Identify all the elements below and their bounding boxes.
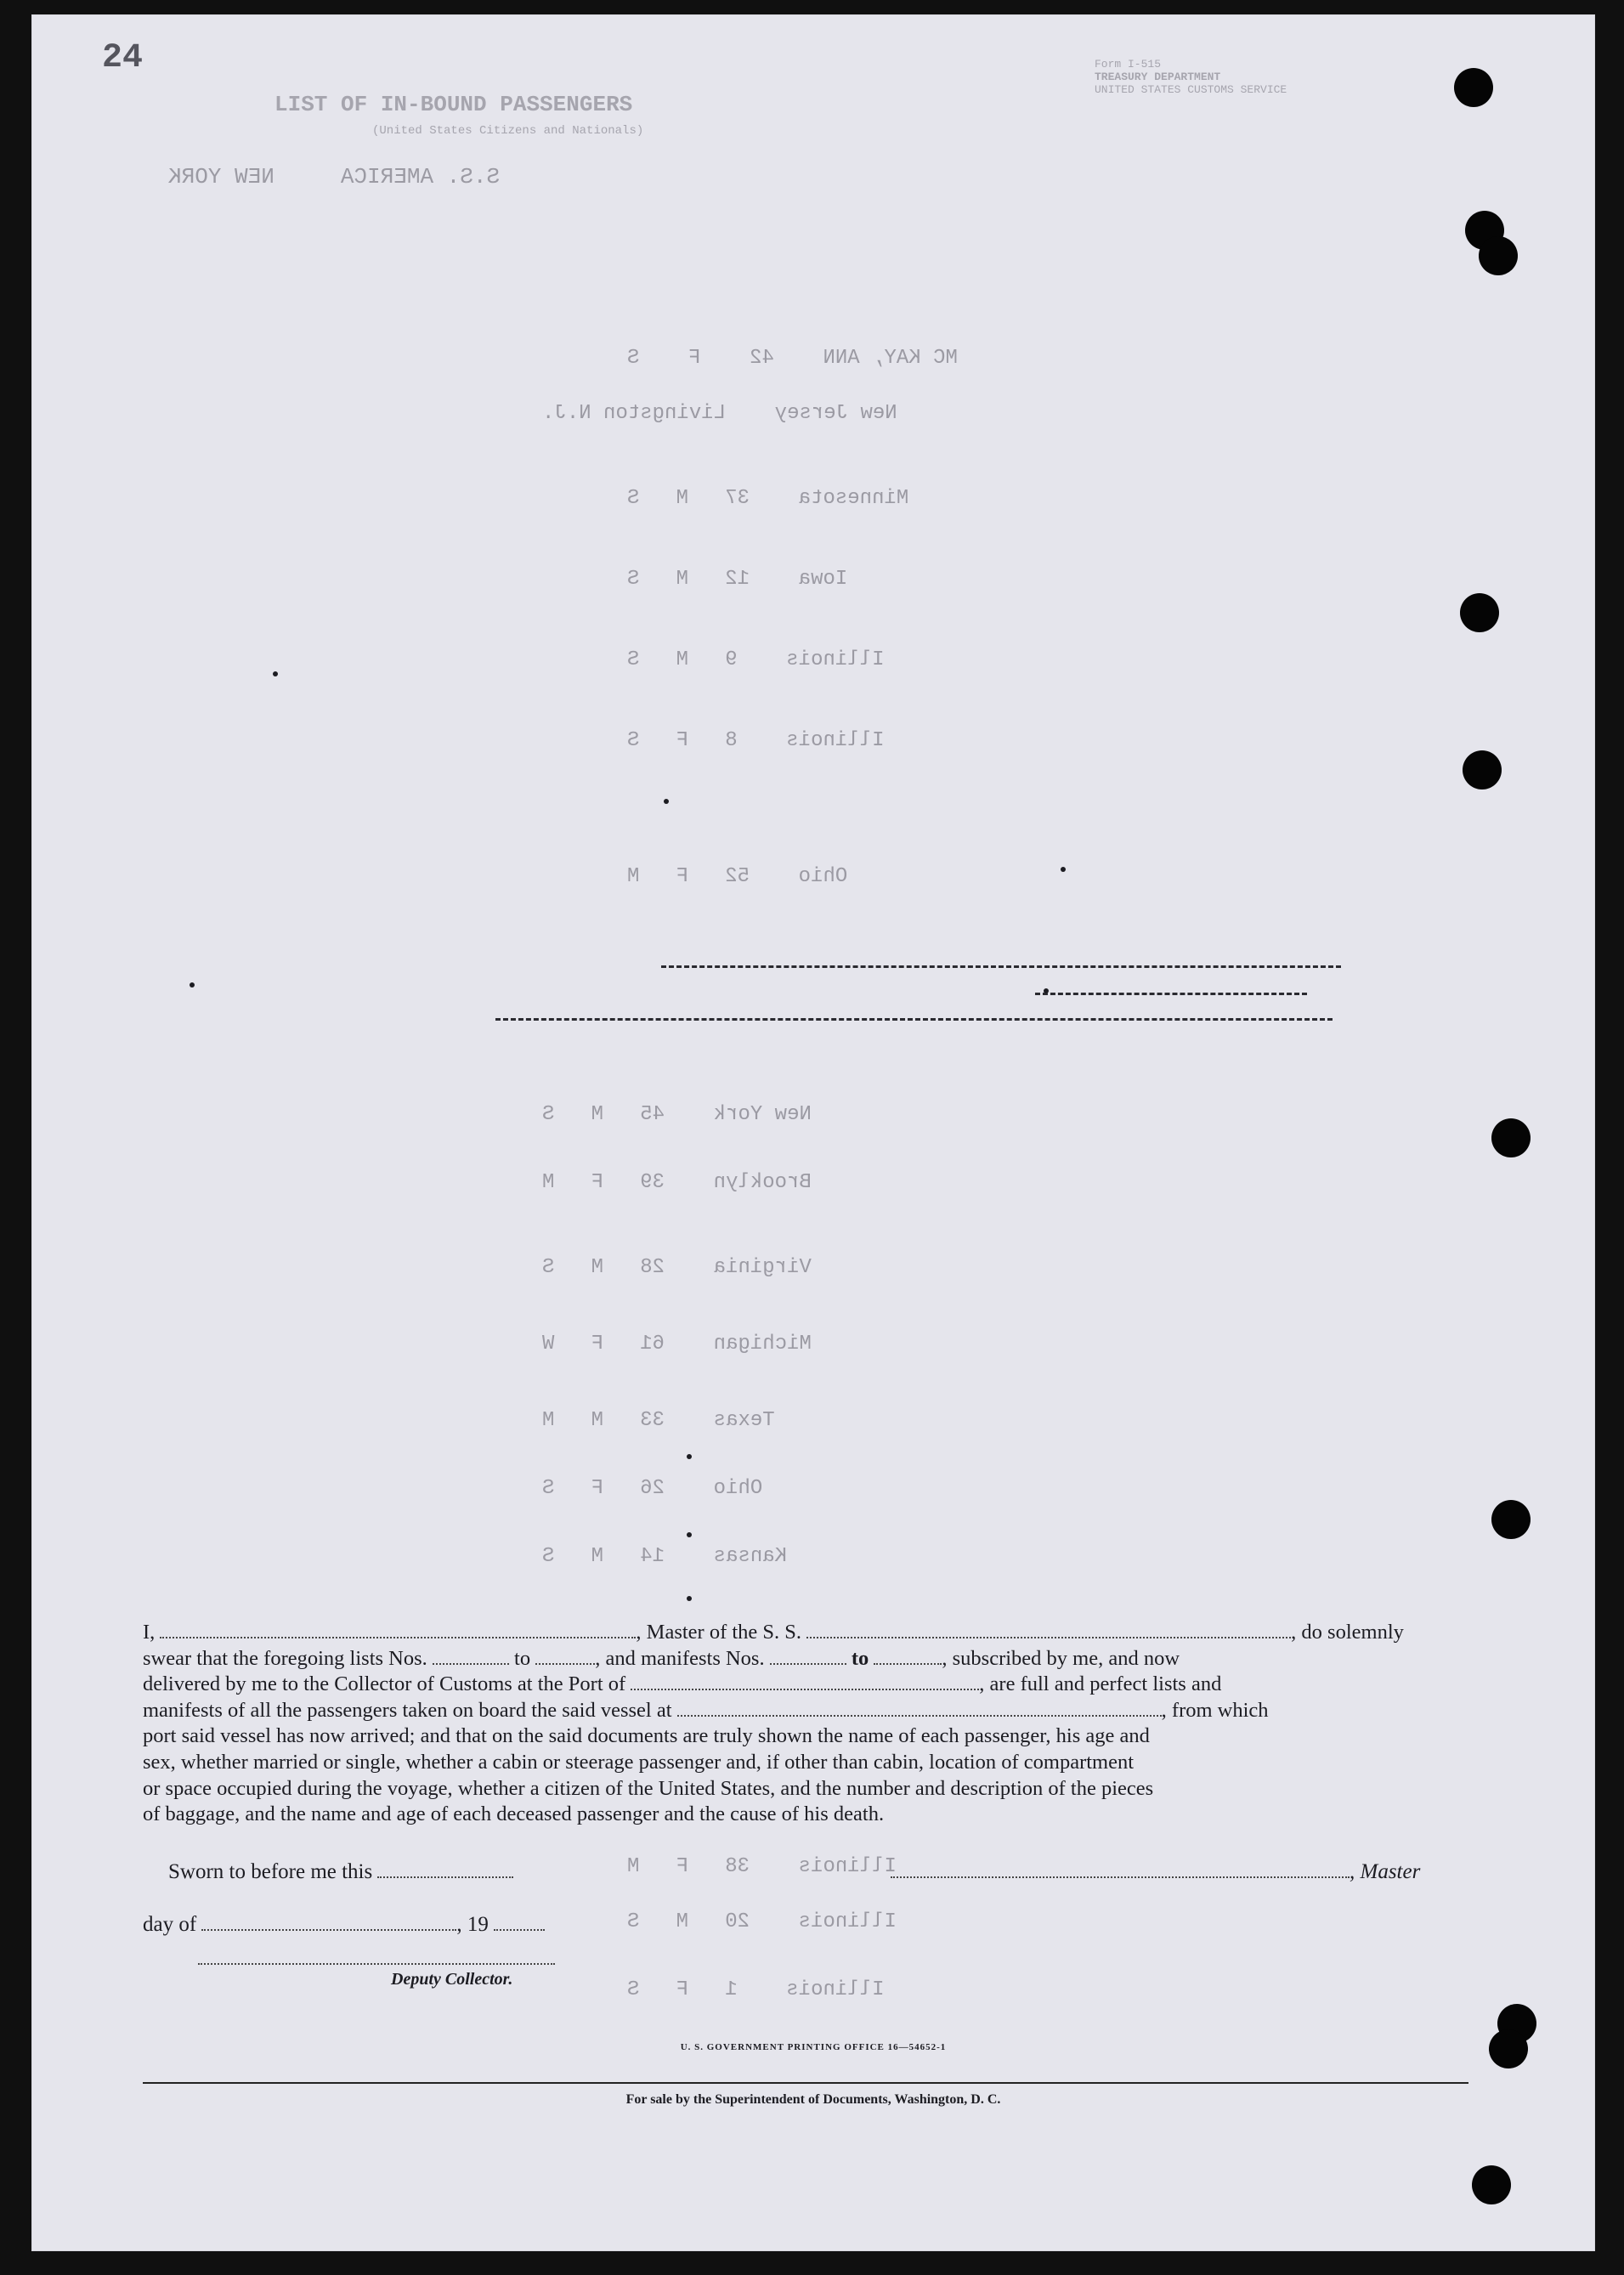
oath-line [143, 1672, 1460, 1698]
punch-hole [1454, 68, 1493, 107]
manifest-no-to-field[interactable] [874, 1646, 942, 1665]
oath-text: swear that the foregoing lists Nos. [143, 1646, 433, 1670]
oath-line: or space occupied during the voyage, whether a citizen of the United States, and the number and description of the pieces [143, 1776, 1154, 1800]
year-text: , 19 [456, 1913, 489, 1936]
sworn-label [168, 1859, 513, 1884]
month-field[interactable] [201, 1912, 456, 1931]
day-of-text: day of [143, 1913, 197, 1936]
list-subtitle: (United States Citizens and Nationals) [372, 124, 644, 138]
form-header-line: UNITED STATES CUSTOMS SERVICE [1095, 83, 1287, 96]
punch-hole [1460, 593, 1499, 632]
oath-line [143, 1646, 1460, 1672]
oath-text: I, [143, 1621, 161, 1644]
footer-rule [143, 2082, 1468, 2084]
oath-line [143, 1698, 1460, 1724]
sworn-text: Sworn to before me this [168, 1860, 373, 1883]
master-label: , Master [1350, 1860, 1421, 1883]
oath-text: , and manifests Nos. [595, 1646, 770, 1670]
form-header-line: TREASURY DEPARTMENT [1095, 71, 1221, 83]
oath-text: , subscribed by me, and now [942, 1646, 1180, 1670]
strike-line [495, 1018, 1333, 1021]
oath-line: of baggage, and the name and age of each deceased passenger and the cause of his death. [143, 1802, 885, 1826]
oath-text: , do solemnly [1291, 1621, 1404, 1644]
punch-hole [1491, 1500, 1531, 1539]
footer-text: For sale by the Superintendent of Documents, Washington, D. C. [625, 2092, 1001, 2107]
corner-number: 24 [102, 39, 144, 77]
oath-text: , from which [1161, 1698, 1269, 1722]
port-field[interactable] [631, 1672, 979, 1691]
master-name-field[interactable] [160, 1620, 636, 1638]
year-field[interactable] [494, 1912, 545, 1931]
deputy-collector-label: Deputy Collector. [391, 1970, 513, 1989]
oath-text: , are full and perfect lists and [979, 1672, 1222, 1696]
form-header-line: Form I-515 [1095, 58, 1162, 71]
punch-hole [1472, 2165, 1511, 2204]
strike-line [1035, 993, 1307, 995]
list-no-to-field[interactable] [535, 1646, 595, 1665]
master-oath [143, 1620, 1460, 1828]
oath-text: manifests of all the passengers taken on board the said vessel at [143, 1698, 677, 1722]
punch-hole [1479, 236, 1518, 275]
punch-hole [1491, 1118, 1531, 1157]
oath-line [143, 1620, 1460, 1646]
master-signature-field[interactable] [891, 1859, 1350, 1878]
vessel-name-field[interactable] [806, 1620, 1291, 1638]
oath-text: to [508, 1646, 536, 1670]
oath-line: port said vessel has now arrived; and that on the said documents are truly shown the name of each passenger, his age and [143, 1724, 1150, 1748]
punch-hole [1463, 750, 1502, 789]
manifest-no-from-field[interactable] [770, 1646, 846, 1665]
sworn-day-field[interactable] [377, 1859, 513, 1878]
day-of-line [143, 1912, 545, 1937]
form-header-right [1095, 58, 1287, 96]
list-no-from-field[interactable] [433, 1646, 509, 1665]
master-signature [891, 1859, 1420, 1884]
departure-port-field[interactable] [677, 1698, 1162, 1717]
oath-text: , Master of the S. S. [636, 1621, 807, 1644]
deputy-signature-line[interactable] [198, 1963, 555, 1965]
oath-line: sex, whether married or single, whether a cabin or steerage passenger and, if other than cabin, location of compartment [143, 1750, 1135, 1774]
oath-text: delivered by me to the Collector of Customs at the Port of [143, 1672, 631, 1696]
oath-text: to [846, 1646, 874, 1670]
strike-line [661, 965, 1341, 968]
document-page: 24 LIST OF IN-BOUND PASSENGERS (United States Citizens and Nationals) Form I-515 TREASURY DEPARTMENT UNITED STATES CUSTOMS SERVICE S.S. AMERICA NEW YORK MC KAY, ANN 42 F S New Jersey Livingston N.J. Minnesota 37 M S Iowa 12 M S Illinois 9 M S Illinois 8 F S Ohio 52 F M New York 45 M S Brooklyn 39 F M Virginia 28 M S Michigan 61 F W Texas 33 M M Ohio 26 F S Kansas 14 M S Illinois 38 F M Illinois 20 M S Illinois 1 F S I, , Master of the S. S. , do solemnly swear that the foregoing lists Nos. to , and manifests Nos. to , subscribed by me, and now delivered by me to the Collector of Customs at the Port of , are full and perfect lists and manifests of all the passengers taken on board the said vessel at , from which port said vessel has now arrived; and that on the said documents are truly shown the name of each passenger, his age and sex, whether married or single, whether a cabin or steerage passenger and, if other than cabin, location of compartment or space occupied during the voyage, whether a citizen of the United States, and the number and description of the pieces of baggage, and the name and age of each deceased passenger and the cause of his death. Sworn to before me this , Master day of , 19 Deputy Collector. U. S. GOVERNMENT PRINTING OFFICE 16—54652-1 For sale by the Superintendent of Documents, Washington, D. C. [32, 15, 1594, 2250]
printing-office-line: U. S. GOVERNMENT PRINTING OFFICE 16—54652-1 [680, 2042, 947, 2052]
list-title: LIST OF IN-BOUND PASSENGERS [274, 92, 633, 117]
